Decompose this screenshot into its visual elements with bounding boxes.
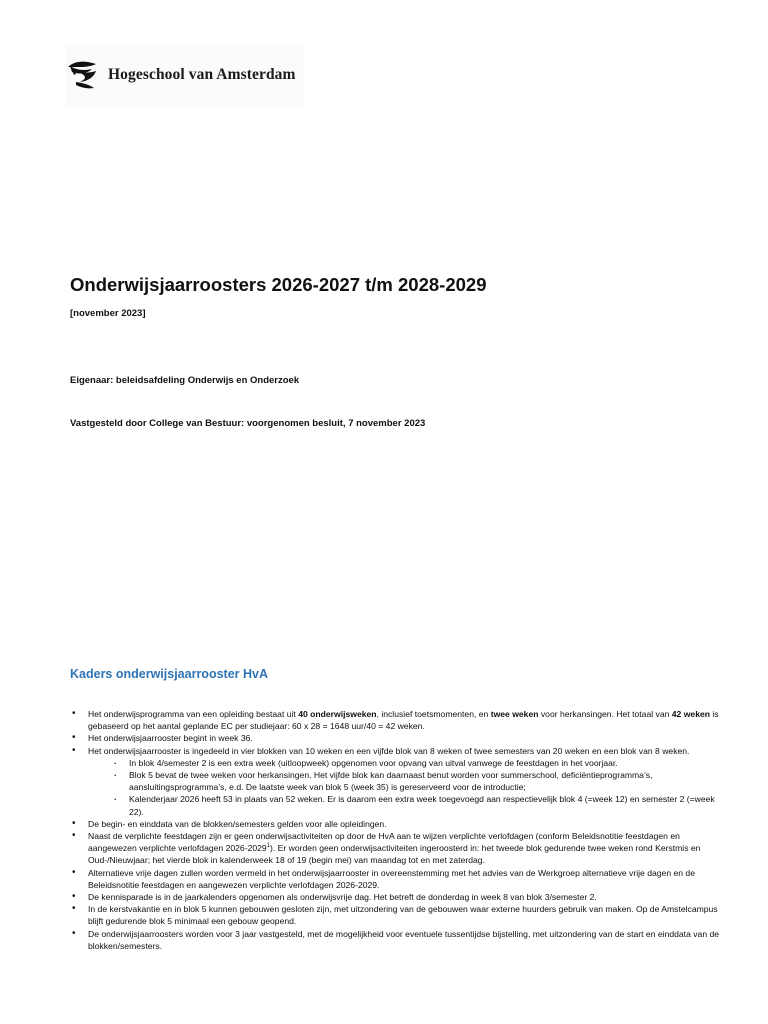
sub-list-item: · In blok 4/semester 2 is een extra week (uitloopweek) opgenomen voor opvang van uitval vanwege de feestdagen in het voorjaar. — [112, 757, 720, 769]
list-item: • De onderwijsjaarroosters worden voor 3 jaar vastgesteld, met de mogelijkheid voor eventuele tussentijdse bijstelling, met uitzondering van de start en einddata van de blokken/semesters. — [70, 928, 720, 952]
list-item: • Het onderwijsjaarrooster is ingedeeld in vier blokken van 10 weken en een vijfde blok van 8 weken of twee semesters van 20 weken en een blok van 8 weken. · In blok 4/semester 2 is een extra week (uitloopweek) opgenomen voor opvang van uitval vanwege de feestdagen in het voorjaar. · Blok 5 bevat de twee weken voor herkansingen. Het vijfde blok kan daarnaast benut worden voor summerschool, deficiëntieprogramma’s, aansluitingsprogramma’s, e.d. De laatste week van blok 5 (week 35) is gereserveerd voor de introductie; · Kalenderjaar 2026 heeft 53 in plaats van 52 weken. Er is daarom een extra week toegevoegd aan respectievelijk blok 4 (=week 12) en semester 2 (=week 22). — [70, 745, 720, 818]
list-item: • De kennisparade is in de jaarkalenders opgenomen als onderwijsvrije dag. Het betreft de donderdag in week 8 van blok 3/semester 2. — [70, 891, 720, 903]
document-owner: Eigenaar: beleidsafdeling Onderwijs en Onderzoek — [70, 375, 300, 386]
document-date: [november 2023] — [70, 308, 146, 319]
list-item: • De begin- en einddata van de blokken/semesters gelden voor alle opleidingen. — [70, 818, 720, 830]
list-item: • Het onderwijsjaarrooster begint in week 36. — [70, 732, 720, 744]
sub-list-item: · Kalenderjaar 2026 heeft 53 in plaats van 52 weken. Er is daarom een extra week toegevoegd aan respectievelijk blok 4 (=week 12) en semester 2 (=week 22). — [112, 793, 720, 817]
hva-crest-icon — [66, 58, 102, 92]
section-heading: Kaders onderwijsjaarrooster HvA — [70, 667, 268, 681]
list-item: • Naast de verplichte feestdagen zijn er geen onderwijsactiviteiten op door de HvA aan te wijzen verplichte verlofdagen (conform Beleidsnotitie feestdagen en aangewezen verplichte verlofdagen 2026-2029$^1$). Er worden geen onderwijsactiviteiten ingeroosterd in: het tweede blok gedurende twee weken rond Kerstmis en Oud-/Nieuwjaar; het vierde blok in kalenderweek 18 of 19 (begin mei) van maandag tot en met zaterdag. — [70, 830, 720, 867]
footnote-ref[interactable]: 1 — [266, 843, 271, 850]
hva-logo — [66, 44, 304, 106]
sub-list-item: · Blok 5 bevat de twee weken voor herkansingen. Het vijfde blok kan daarnaast benut worden voor summerschool, deficiëntieprogramma’s, aansluitingsprogramma’s, e.d. De laatste week van blok 5 (week 35) is gereserveerd voor de introductie; — [112, 769, 720, 793]
list-item: • Alternatieve vrije dagen zullen worden vermeld in het onderwijsjaarrooster in overeenstemming met het advies van de Werkgroep alternatieve vrije dagen en de Beleidsnotitie feestdagen en aangewezen verplichte verlofdagen 2026-2029. — [70, 867, 720, 891]
list-item: • In de kerstvakantie en in blok 5 kunnen gebouwen gesloten zijn, met uitzondering van de gebouwen waar externe huurders gebruik van maken. Op de Amstelcampus blijft gedurende blok 5 minimaal een gebouw geopend. — [70, 903, 720, 927]
document-title: Onderwijsjaarroosters 2026-2027 t/m 2028-2029 — [70, 274, 487, 295]
list-item: • Het onderwijsprogramma van een opleiding bestaat uit 40 onderwijsweken, inclusief toetsmomenten, en twee weken voor herkansingen. Het totaal van 42 weken is gebaseerd op het aantal geplande EC per studiejaar: 60 x 28 = 1648 uur/40 = 42 weken. — [70, 708, 720, 732]
logo-wordmark: Hogeschool van Amsterdam — [108, 66, 296, 83]
adoption-note: Vastgesteld door College van Bestuur: voorgenomen besluit, 7 november 2023 — [70, 418, 426, 429]
sub-list — [88, 757, 720, 818]
framework-list — [70, 708, 720, 952]
